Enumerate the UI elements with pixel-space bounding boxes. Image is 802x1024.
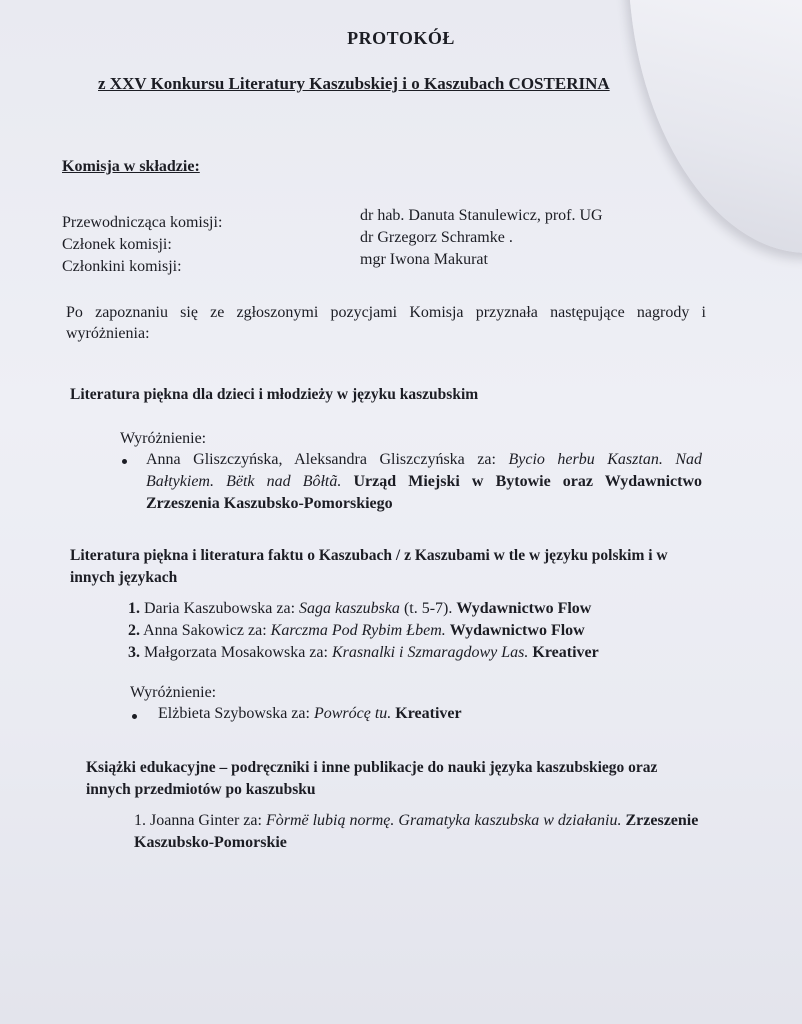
award-author: Anna Sakowicz za: <box>143 622 267 639</box>
bullet <box>122 459 127 464</box>
committee-member: dr Grzegorz Schramke . <box>360 229 513 246</box>
award-title: Krasnalki i Szmaragdowy Las. <box>331 644 529 661</box>
award-title: Saga kaszubska <box>299 600 400 617</box>
intro-paragraph: Po zapoznaniu się ze zgłoszonymi pozycjami Komisja przyznała następujące nagrody i wyróżnienia: <box>66 304 706 342</box>
award-item <box>128 642 599 664</box>
entry-title: Bycio herbu Kasztan. Nad Bałtykiem. Bëtk nad Bôłtã. <box>146 451 703 490</box>
award-publisher: Kreativer <box>532 644 599 661</box>
entry-author: Elżbieta Szybowska za: <box>158 705 310 722</box>
award-title: Karczma Pod Rybim Łbem. <box>270 622 446 639</box>
award-author: Małgorzata Mosakowska za: <box>144 644 328 661</box>
entry-author: Anna Gliszczyńska, Aleksandra Gliszczyńska za: <box>146 451 496 468</box>
award-item <box>128 598 591 620</box>
entry-publisher: Kreativer <box>395 705 462 722</box>
committee-heading: Komisja w składzie: <box>62 158 200 175</box>
award-item <box>128 620 585 642</box>
award-title: Fòrmë lubią normę. Gramatyka kaszubska w działaniu. <box>265 812 622 829</box>
committee-role: Przewodnicząca komisji: <box>62 214 223 231</box>
award-publisher: Zrzeszenie Kaszubsko-Pomorskie <box>134 812 699 851</box>
distinction-entry <box>146 449 702 515</box>
document-subtitle: z XXV Konkursu Literatury Kaszubskiej i o Kaszubach COSTERINA <box>98 74 610 93</box>
section-heading: Książki edukacyjne – podręczniki i inne publikacje do nauki języka kaszubskiego oraz innych przedmiotów po kaszubsku <box>86 759 658 798</box>
committee-member: mgr Iwona Makurat <box>360 251 488 268</box>
section-heading: Literatura piękna i literatura faktu o Kaszubach / z Kaszubami w tle w języku polskim i w innych językach <box>70 547 668 586</box>
award-number: 3. <box>128 644 140 661</box>
award-author: Daria Kaszubowska za: <box>144 600 296 617</box>
award-publisher: Wydawnictwo Flow <box>456 600 592 617</box>
award-publisher: Wydawnictwo Flow <box>449 622 585 639</box>
award-item <box>134 810 706 854</box>
award-extra: (t. 5-7). <box>399 600 453 617</box>
award-author: Joanna Ginter za: <box>150 812 262 829</box>
committee-member: dr hab. Danuta Stanulewicz, prof. UG <box>360 207 603 224</box>
section-heading: Literatura piękna dla dzieci i młodzieży w języku kaszubskim <box>70 386 479 403</box>
entry-publisher: Urząd Miejski w Bytowie oraz Wydawnictwo Zrzeszenia Kaszubsko-Pomorskiego <box>146 473 702 512</box>
distinction-label: Wyróżnienie: <box>130 684 217 701</box>
distinction-entry <box>158 703 462 725</box>
entry-title: Powrócę tu. <box>313 705 392 722</box>
committee-role: Członek komisji: <box>62 236 172 253</box>
document-title: PROTOKÓŁ <box>347 28 455 48</box>
award-number: 1. <box>128 600 140 617</box>
distinction-label: Wyróżnienie: <box>120 430 207 447</box>
award-number: 2. <box>128 622 140 639</box>
award-number: 1. <box>134 812 146 829</box>
bullet <box>132 714 137 719</box>
committee-role: Członkini komisji: <box>62 258 182 275</box>
